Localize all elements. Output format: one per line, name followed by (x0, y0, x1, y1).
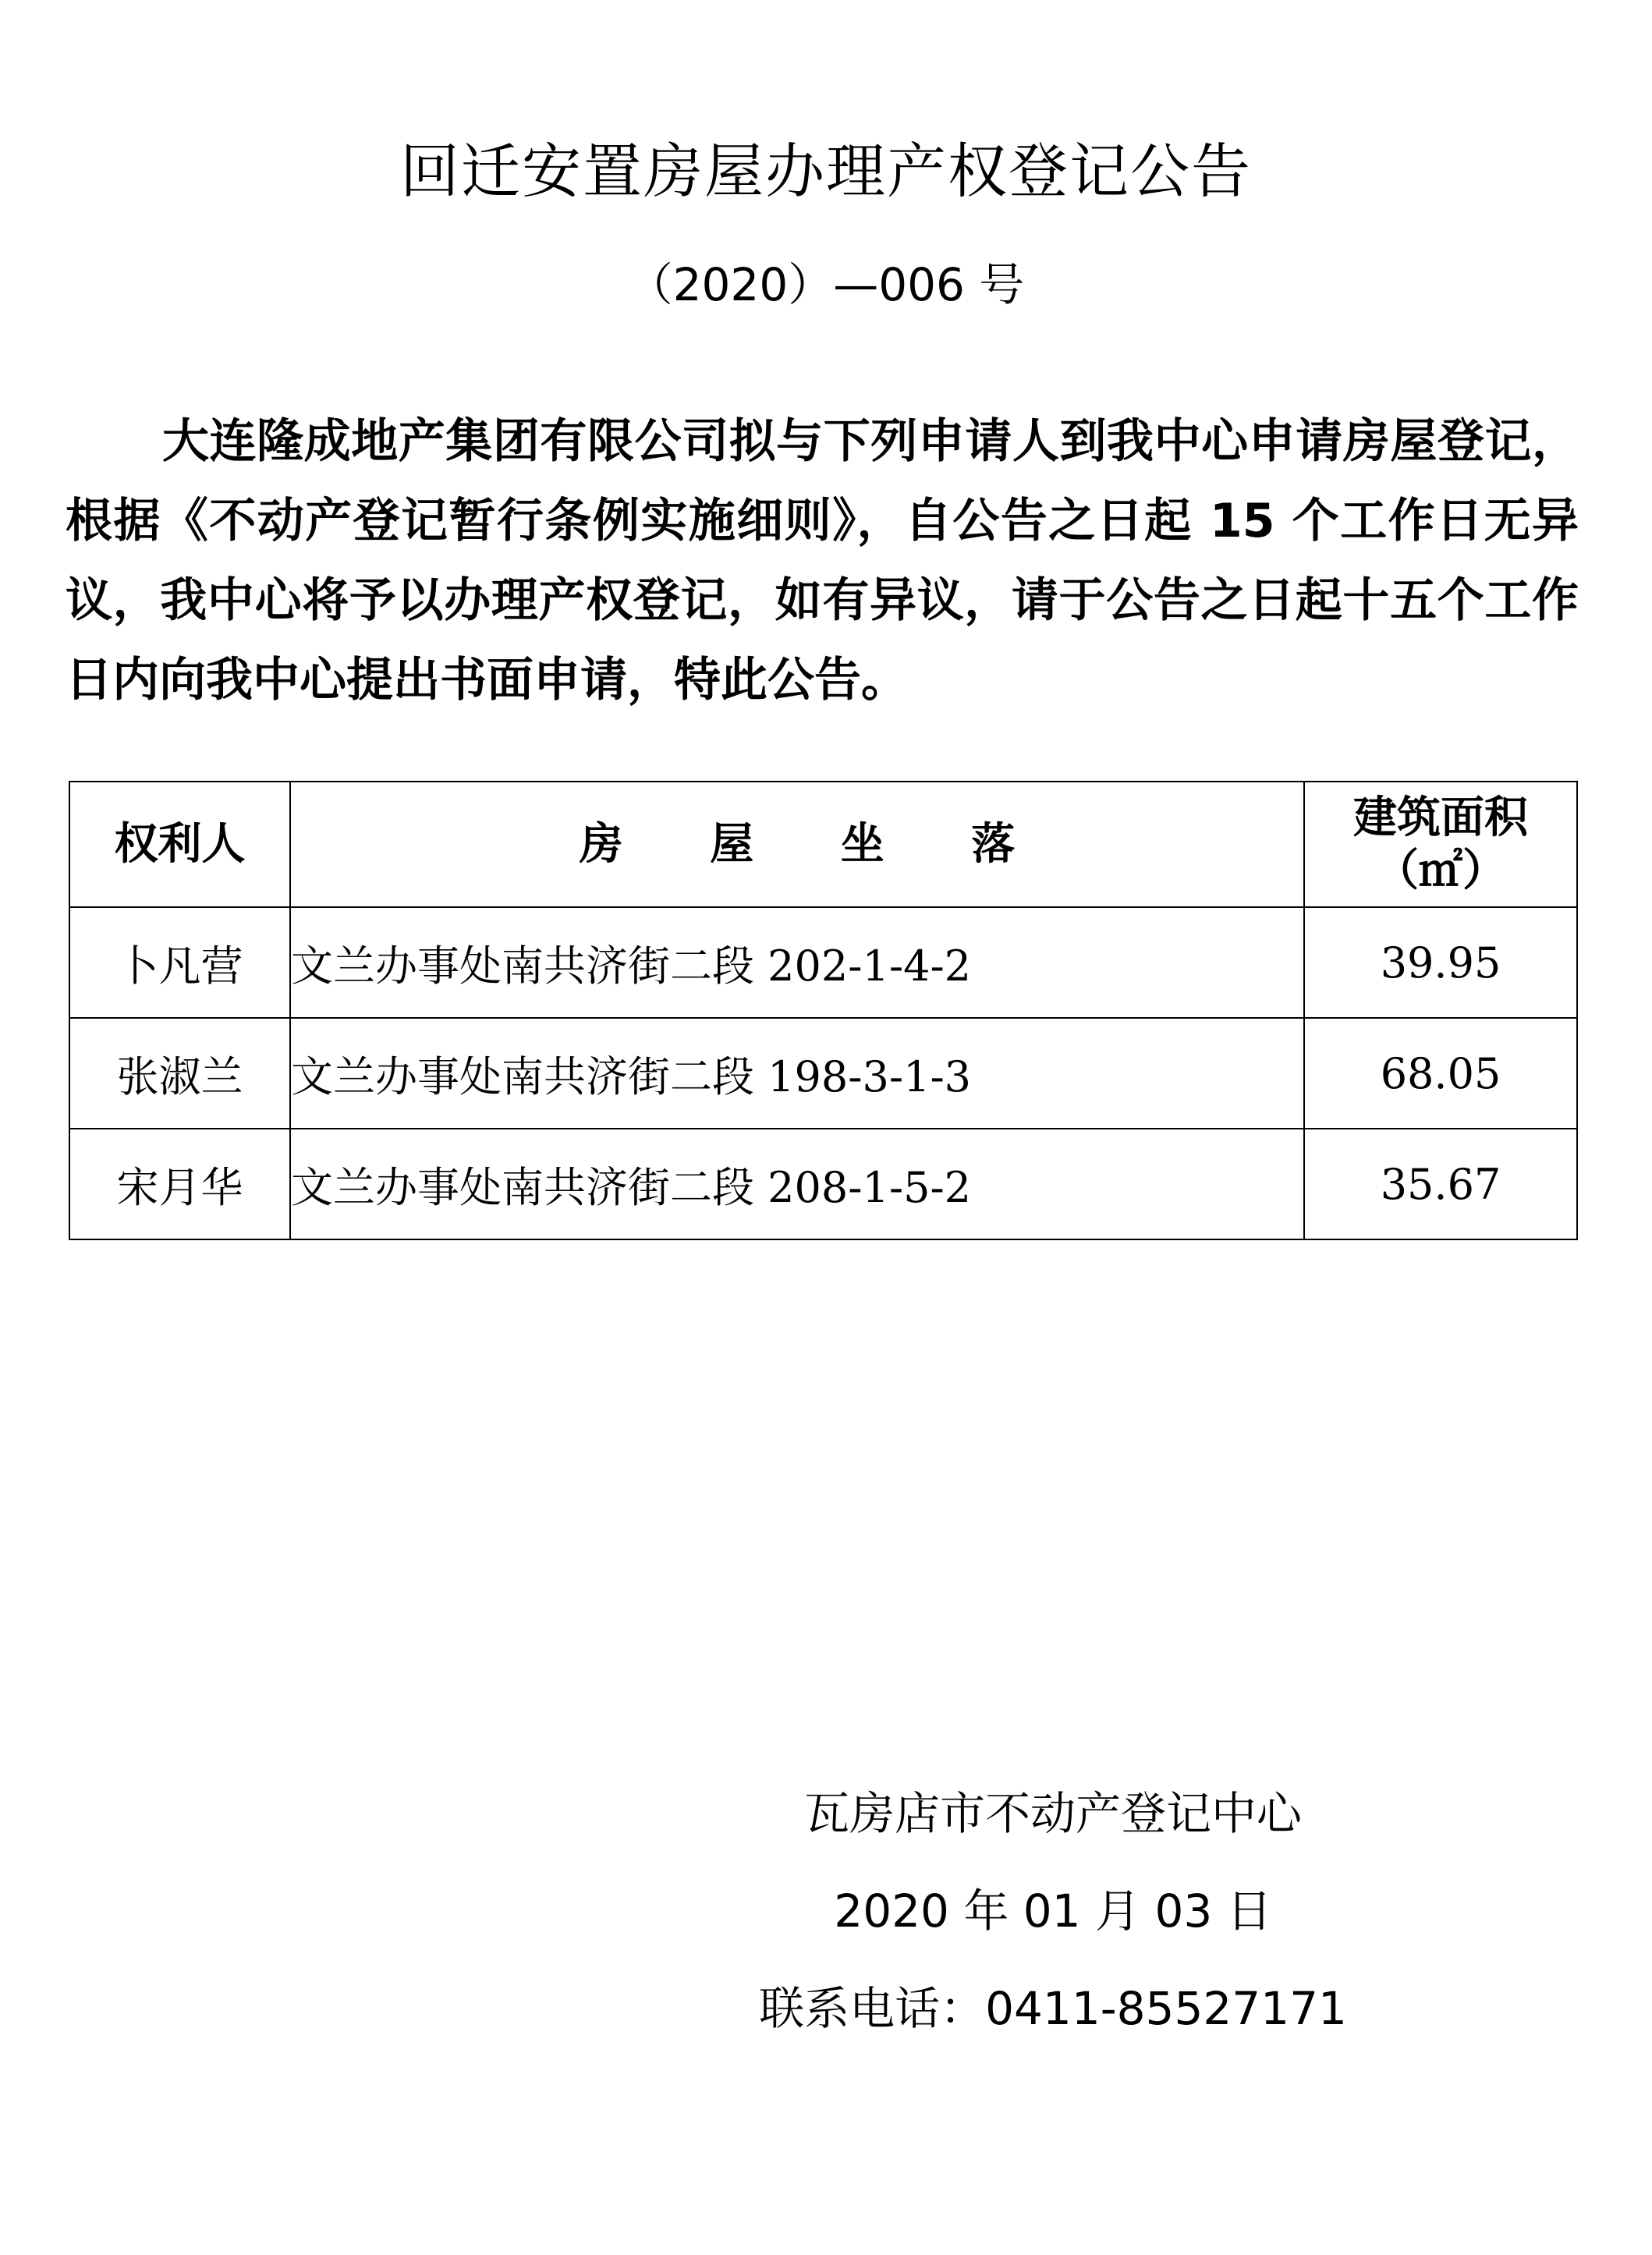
header-area-label: 建筑面积 (1353, 792, 1528, 843)
cell-area: 39.95 (1304, 907, 1577, 1018)
notice-number: （2020）—006 号 (627, 258, 1025, 311)
issue-date: 2020 年 01 月 03 日 (834, 1884, 1272, 1938)
cell-area: 35.67 (1304, 1129, 1577, 1239)
header-address (290, 782, 1304, 907)
notice-body: 大连隆成地产集团有限公司拟与下列申请人到我中心申请房屋登记，根据《不动产登记暂行条例实施细则》，自公告之日起 15 个工作日无异议，我中心将予以办理产权登记，如有异议，请于公告之日起十五个工作日内向我中心提出书面申请，特此公告。 (66, 414, 1579, 707)
registration-table (69, 781, 1578, 1240)
contact-phone: 联系电话：0411-85527171 (759, 1982, 1347, 2035)
table-row (69, 1129, 1577, 1239)
cell-holder: 卜凡营 (69, 907, 290, 1018)
header-area-unit: （㎡） (1375, 845, 1506, 896)
header-address-label: 房 屋 坐 落 (579, 818, 1051, 870)
cell-holder: 宋月华 (69, 1129, 290, 1239)
header-holder: 权利人 (69, 782, 290, 907)
cell-holder: 张淑兰 (69, 1018, 290, 1129)
table-row (69, 1018, 1577, 1129)
header-area (1304, 782, 1577, 907)
cell-area: 68.05 (1304, 1018, 1577, 1129)
cell-address: 文兰办事处南共济街二段 198-3-1-3 (290, 1018, 1304, 1129)
cell-address: 文兰办事处南共济街二段 208-1-5-2 (290, 1129, 1304, 1239)
table-row (69, 907, 1577, 1018)
issuing-organization: 瓦房店市不动产登记中心 (803, 1787, 1302, 1840)
cell-address: 文兰办事处南共济街二段 202-1-4-2 (290, 907, 1304, 1018)
table-header-row (69, 782, 1577, 907)
notice-title: 回迁安置房屋办理产权登记公告 (400, 137, 1252, 206)
